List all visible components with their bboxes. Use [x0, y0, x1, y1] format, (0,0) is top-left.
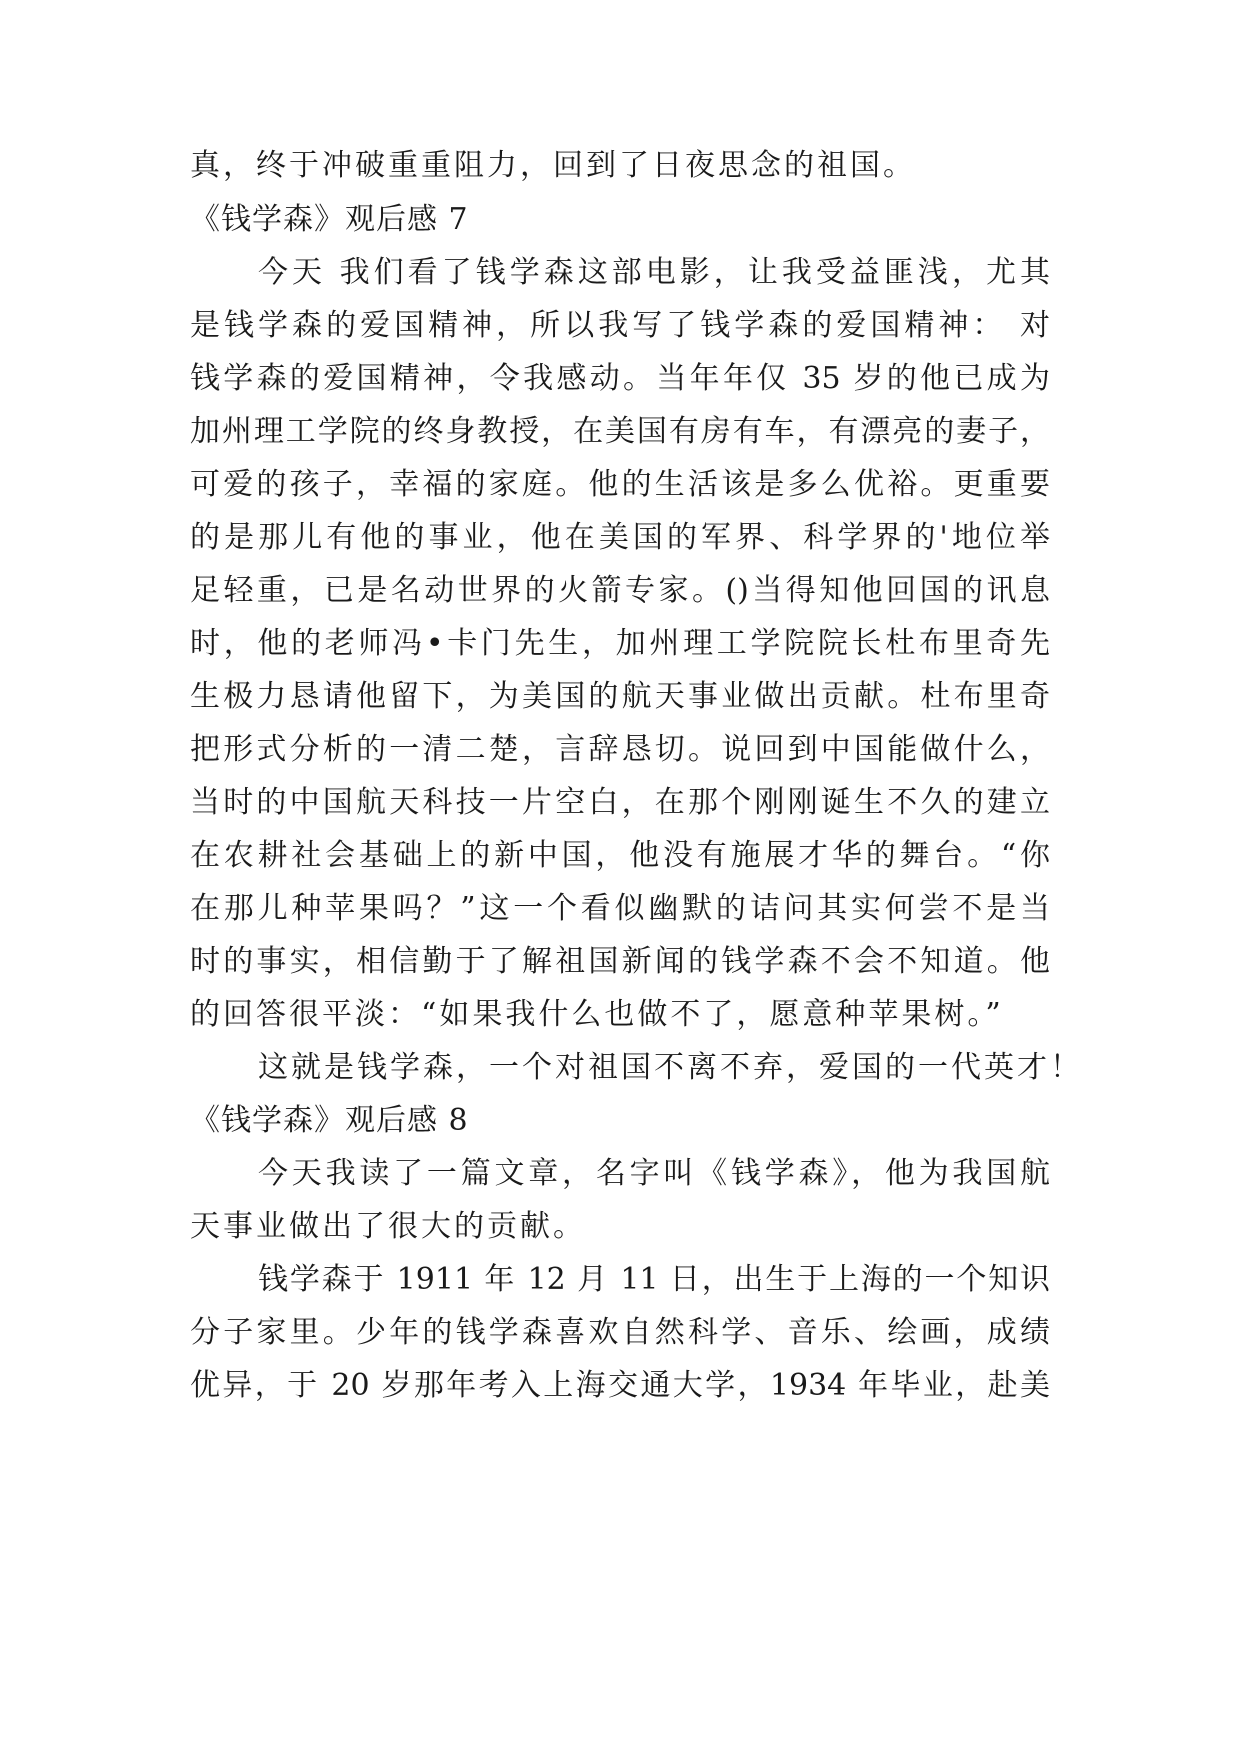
- text-line: 加州理工学院的终身教授，在美国有房有车，有漂亮的妻子，: [190, 414, 1050, 449]
- text-line: 今天我读了一篇文章，名字叫《钱学森》，他为我国航: [258, 1156, 1050, 1191]
- text-line: 在农耕社会基础上的新中国，他没有施展才华的舞台。“你: [190, 838, 1050, 873]
- text-line: 的回答很平淡：“如果我什么也做不了，愿意种苹果树。”: [190, 997, 1004, 1032]
- text-line: 足轻重，已是名动世界的火箭专家。()当得知他回国的讯息: [190, 573, 1050, 608]
- text-line: 把形式分析的一清二楚，言辞恳切。说回到中国能做什么，: [190, 732, 1050, 767]
- text-line: 分子家里。少年的钱学森喜欢自然科学、音乐、绘画，成绩: [190, 1315, 1050, 1350]
- section-heading: 《钱学森》观后感 8: [190, 1103, 469, 1138]
- text-line: 今天 我们看了钱学森这部电影，让我受益匪浅，尤其: [258, 255, 1050, 290]
- text-line: 在那儿种苹果吗？”这一个看似幽默的诘问其实何尝不是当: [190, 891, 1050, 926]
- text-line: 的是那儿有他的事业，他在美国的军界、科学界的'地位举: [190, 520, 1050, 555]
- text-line: 钱学森于 1911 年 12 月 11 日，出生于上海的一个知识: [258, 1262, 1050, 1297]
- text-line: 是钱学森的爱国精神，所以我写了钱学森的爱国精神： 对: [190, 308, 1050, 343]
- text-line: 天事业做出了很大的贡献。: [190, 1209, 586, 1244]
- section-heading: 《钱学森》观后感 7: [190, 202, 469, 237]
- text-line: 这就是钱学森，一个对祖国不离不弃，爱国的一代英才！: [258, 1050, 1083, 1085]
- text-line: 真，终于冲破重重阻力，回到了日夜思念的祖国。: [190, 148, 916, 183]
- text-line: 优异，于 20 岁那年考入上海交通大学，1934 年毕业，赴美: [190, 1368, 1050, 1403]
- text-line: 时的事实，相信勤于了解祖国新闻的钱学森不会不知道。他: [190, 944, 1050, 979]
- text-line: 生极力恳请他留下，为美国的航天事业做出贡献。杜布里奇: [190, 679, 1050, 714]
- text-line: 钱学森的爱国精神，令我感动。当年年仅 35 岁的他已成为: [190, 361, 1050, 396]
- text-line: 当时的中国航天科技一片空白，在那个刚刚诞生不久的建立: [190, 785, 1050, 820]
- text-line: 时，他的老师冯•卡门先生，加州理工学院院长杜布里奇先: [190, 626, 1050, 661]
- text-line: 可爱的孩子，幸福的家庭。他的生活该是多么优裕。更重要: [190, 467, 1050, 502]
